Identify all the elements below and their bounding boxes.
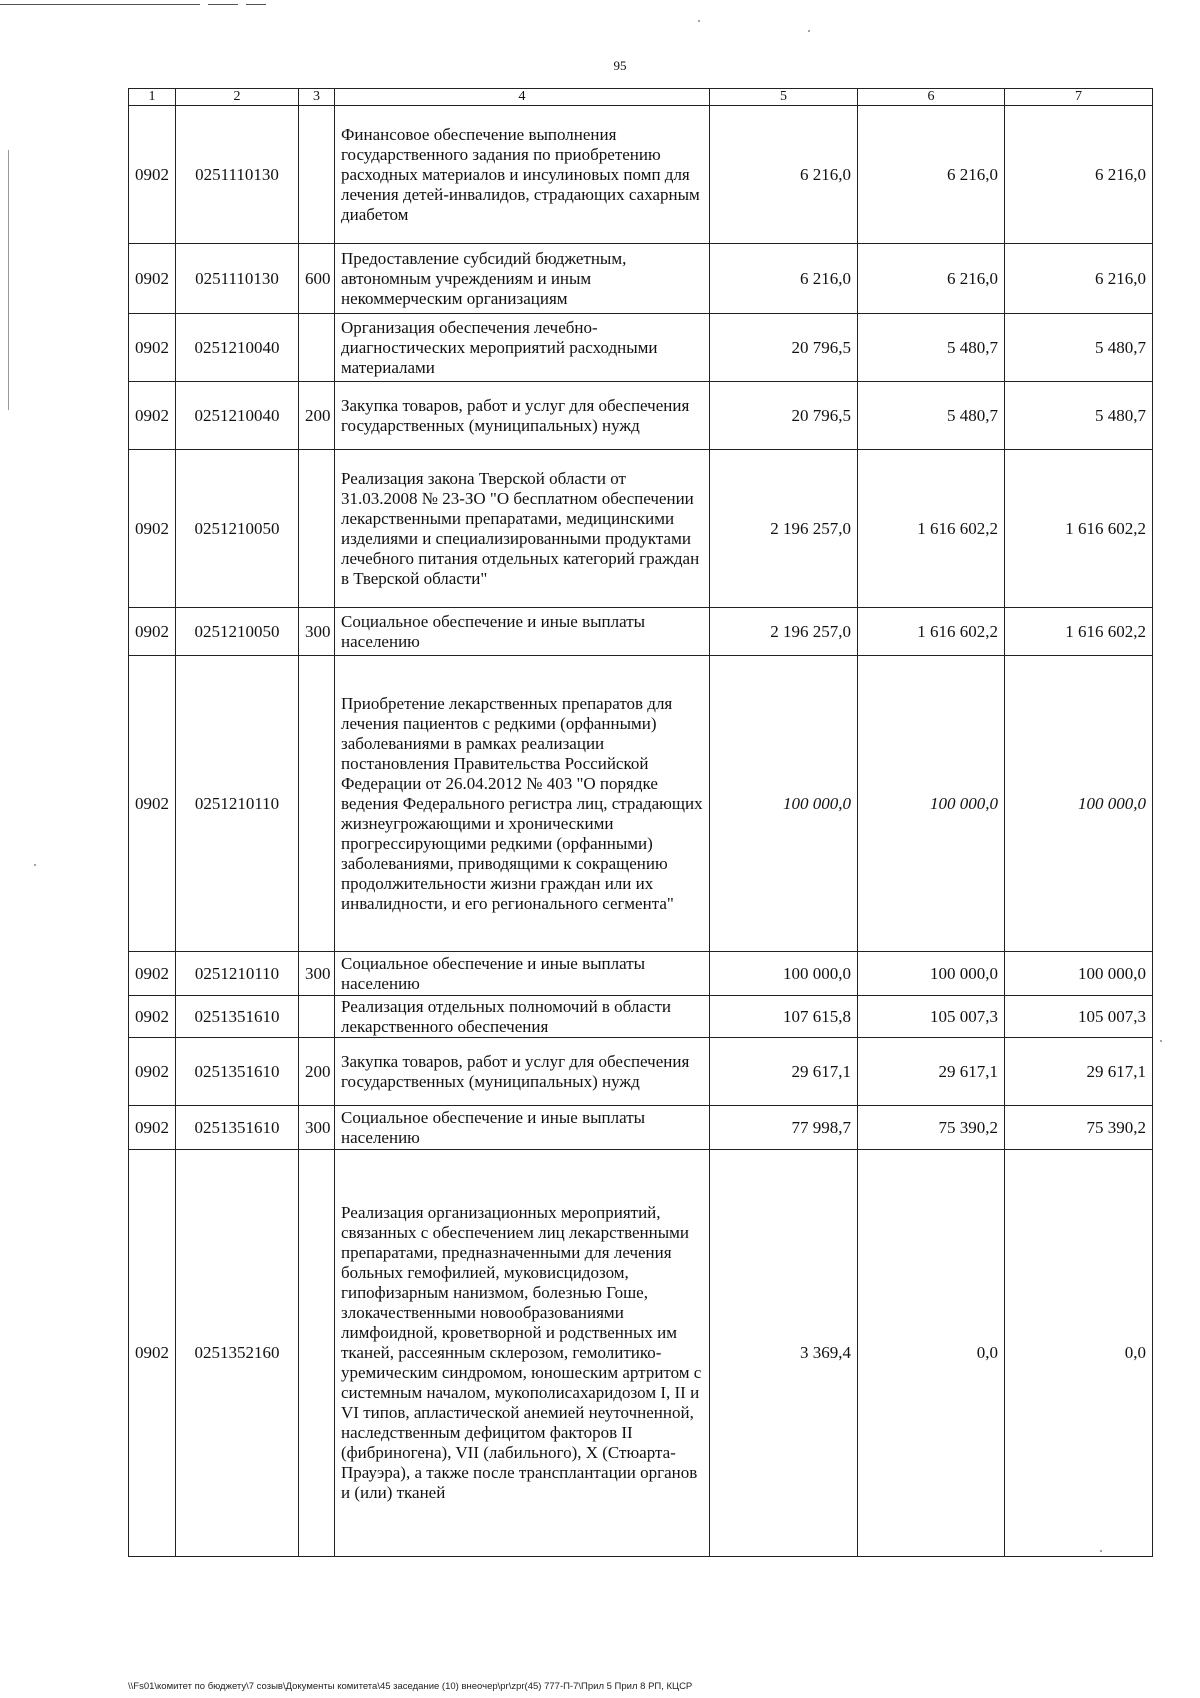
target-article-code: 0251210110 xyxy=(176,656,299,952)
item-name: Приобретение лекарственных препаратов для лечения пациентов с редкими (орфанными) заболеваниями в рамках реализации постановления Правительства Российской Федерации от 26.04.2012 № 403 "О порядке ведения Федерального регистра лиц, страдающих жизнеугрожающими и хроническими прогрессирующими редкими (орфанными) заболеваниями, приводящими к сокращению продолжительности жизни граждан или их инвалидности, и его регионального сегмента" xyxy=(335,656,710,952)
expense-type-code: 300 xyxy=(299,608,335,656)
target-article-code: 0251210050 xyxy=(176,450,299,608)
amount-col7: 100 000,0 xyxy=(1005,952,1153,996)
section-code: 0902 xyxy=(129,952,176,996)
expense-type-code: 200 xyxy=(299,1038,335,1106)
table-row xyxy=(129,952,1153,996)
section-code: 0902 xyxy=(129,608,176,656)
column-number: 2 xyxy=(176,89,299,106)
column-number: 6 xyxy=(858,89,1005,106)
scan-margin-line xyxy=(8,150,9,410)
amount-col6: 6 216,0 xyxy=(858,106,1005,244)
column-number: 3 xyxy=(299,89,335,106)
amount-col6: 1 616 602,2 xyxy=(858,608,1005,656)
amount-col6: 6 216,0 xyxy=(858,244,1005,314)
scan-speck xyxy=(1160,1040,1162,1042)
target-article-code: 0251210050 xyxy=(176,608,299,656)
amount-col7: 29 617,1 xyxy=(1005,1038,1153,1106)
table-row xyxy=(129,996,1153,1038)
amount-col5: 3 369,4 xyxy=(710,1150,858,1557)
expense-type-code xyxy=(299,106,335,244)
table-row xyxy=(129,314,1153,382)
item-name: Закупка товаров, работ и услуг для обеспечения государственных (муниципальных) нужд xyxy=(335,1038,710,1106)
expense-type-code xyxy=(299,996,335,1038)
item-name: Реализация отдельных полномочий в области лекарственного обеспечения xyxy=(335,996,710,1038)
target-article-code: 0251110130 xyxy=(176,244,299,314)
amount-col7: 1 616 602,2 xyxy=(1005,450,1153,608)
amount-col6: 100 000,0 xyxy=(858,656,1005,952)
amount-col6: 5 480,7 xyxy=(858,314,1005,382)
table-row xyxy=(129,244,1153,314)
item-name: Закупка товаров, работ и услуг для обеспечения государственных (муниципальных) нужд xyxy=(335,382,710,450)
amount-col5: 6 216,0 xyxy=(710,106,858,244)
column-number: 1 xyxy=(129,89,176,106)
expense-type-code xyxy=(299,314,335,382)
scan-speck xyxy=(34,864,36,866)
column-number: 4 xyxy=(335,89,710,106)
expense-type-code: 300 xyxy=(299,952,335,996)
section-code: 0902 xyxy=(129,450,176,608)
target-article-code: 0251351610 xyxy=(176,1038,299,1106)
amount-col5: 29 617,1 xyxy=(710,1038,858,1106)
amount-col7: 6 216,0 xyxy=(1005,244,1153,314)
amount-col5: 20 796,5 xyxy=(710,382,858,450)
expense-type-code xyxy=(299,1150,335,1557)
scan-speck xyxy=(698,20,700,22)
item-name: Организация обеспечения лечебно-диагностических мероприятий расходными материалами xyxy=(335,314,710,382)
table-row xyxy=(129,450,1153,608)
section-code: 0902 xyxy=(129,656,176,952)
scan-speck xyxy=(1100,1550,1102,1552)
expense-type-code xyxy=(299,450,335,608)
amount-col7: 0,0 xyxy=(1005,1150,1153,1557)
table-row xyxy=(129,608,1153,656)
column-number-row xyxy=(129,89,1153,106)
amount-col7: 100 000,0 xyxy=(1005,656,1153,952)
target-article-code: 0251210040 xyxy=(176,382,299,450)
column-number: 5 xyxy=(710,89,858,106)
amount-col6: 105 007,3 xyxy=(858,996,1005,1038)
item-name: Предоставление субсидий бюджетным, автономным учреждениям и иным некоммерческим организациям xyxy=(335,244,710,314)
amount-col6: 0,0 xyxy=(858,1150,1005,1557)
section-code: 0902 xyxy=(129,244,176,314)
target-article-code: 0251210110 xyxy=(176,952,299,996)
amount-col5: 20 796,5 xyxy=(710,314,858,382)
section-code: 0902 xyxy=(129,382,176,450)
table-row xyxy=(129,382,1153,450)
item-name: Социальное обеспечение и иные выплаты населению xyxy=(335,952,710,996)
scan-edge-line xyxy=(0,4,200,5)
table-row xyxy=(129,1106,1153,1150)
expense-type-code: 600 xyxy=(299,244,335,314)
item-name: Реализация закона Тверской области от 31.03.2008 № 23-ЗО "О бесплатном обеспечении лекарственными препаратами, медицинскими изделиями и специализированными продуктами лечебного питания отдельных категорий граждан в Тверской области" xyxy=(335,450,710,608)
amount-col7: 5 480,7 xyxy=(1005,314,1153,382)
amount-col5: 2 196 257,0 xyxy=(710,608,858,656)
amount-col7: 105 007,3 xyxy=(1005,996,1153,1038)
target-article-code: 0251351610 xyxy=(176,1106,299,1150)
amount-col7: 5 480,7 xyxy=(1005,382,1153,450)
amount-col6: 5 480,7 xyxy=(858,382,1005,450)
section-code: 0902 xyxy=(129,106,176,244)
amount-col6: 100 000,0 xyxy=(858,952,1005,996)
section-code: 0902 xyxy=(129,1038,176,1106)
section-code: 0902 xyxy=(129,1150,176,1557)
amount-col5: 77 998,7 xyxy=(710,1106,858,1150)
section-code: 0902 xyxy=(129,1106,176,1150)
expense-type-code: 200 xyxy=(299,382,335,450)
target-article-code: 0251352160 xyxy=(176,1150,299,1557)
amount-col5: 2 196 257,0 xyxy=(710,450,858,608)
section-code: 0902 xyxy=(129,996,176,1038)
scan-edge-line xyxy=(208,4,238,5)
scan-speck xyxy=(808,30,810,32)
expense-type-code: 300 xyxy=(299,1106,335,1150)
amount-col7: 75 390,2 xyxy=(1005,1106,1153,1150)
amount-col5: 100 000,0 xyxy=(710,952,858,996)
amount-col6: 75 390,2 xyxy=(858,1106,1005,1150)
item-name: Реализация организационных мероприятий, связанных с обеспечением лиц лекарственными препаратами, предназначенными для лечения больных гемофилией, муковисцидозом, гипофизарным нанизмом, болезнью Гоше, злокачественными новообразованиями лимфоидной, кроветворной и родственных им тканей, рассеянным склерозом, гемолитико-уремическим синдромом, юношеским артритом с системным началом, мукополисахаридозом I, II и VI типов, апластической анемией неуточненной, наследственным дефицитом факторов II (фибриногена), VII (лабильного), X (Стюарта-Прауэра), а также после трансплантации органов и (или) тканей xyxy=(335,1150,710,1557)
page-number: 95 xyxy=(613,58,627,73)
item-name: Социальное обеспечение и иные выплаты населению xyxy=(335,608,710,656)
table-row xyxy=(129,1038,1153,1106)
amount-col7: 6 216,0 xyxy=(1005,106,1153,244)
table-row xyxy=(129,656,1153,952)
amount-col5: 6 216,0 xyxy=(710,244,858,314)
column-number: 7 xyxy=(1005,89,1153,106)
amount-col5: 107 615,8 xyxy=(710,996,858,1038)
amount-col5: 100 000,0 xyxy=(710,656,858,952)
amount-col7: 1 616 602,2 xyxy=(1005,608,1153,656)
table-row xyxy=(129,106,1153,244)
file-path-footer: \\Fs01\комитет по бюджету\7 созыв\Документы комитета\45 заседание (10) внеочер\pr\zpr(45) 777-П-7\Прил 5 Прил 8 РП, КЦСР xyxy=(128,1681,693,1692)
target-article-code: 0251210040 xyxy=(176,314,299,382)
expense-type-code xyxy=(299,656,335,952)
budget-table xyxy=(128,88,1153,1557)
scan-edge-line xyxy=(246,4,266,5)
amount-col6: 1 616 602,2 xyxy=(858,450,1005,608)
table-row xyxy=(129,1150,1153,1557)
target-article-code: 0251110130 xyxy=(176,106,299,244)
amount-col6: 29 617,1 xyxy=(858,1038,1005,1106)
target-article-code: 0251351610 xyxy=(176,996,299,1038)
item-name: Финансовое обеспечение выполнения государственного задания по приобретению расходных материалов и инсулиновых помп для лечения детей-инвалидов, страдающих сахарным диабетом xyxy=(335,106,710,244)
section-code: 0902 xyxy=(129,314,176,382)
item-name: Социальное обеспечение и иные выплаты населению xyxy=(335,1106,710,1150)
